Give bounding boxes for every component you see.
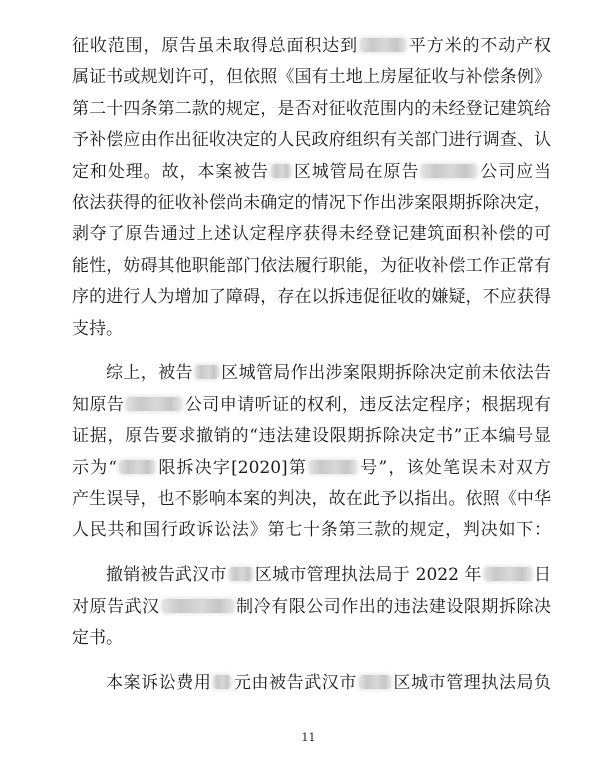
text-segment: 予补偿应由作出征收决定的人民政府组织有关部门进行调查、认 [72,130,551,151]
text-line [72,358,551,389]
text-line [72,592,551,623]
text-segment: 对原告武汉 [72,596,160,617]
text-line [72,94,551,125]
redacted-text [213,675,231,689]
text-segment: 本案诉讼费用 [106,672,212,693]
text-segment: 制冷有限公司作出的违法建设限期拆除决 [235,596,551,617]
text-line [72,251,551,282]
text-segment: 人民共和国行政诉讼法》第七十条第三款的规定，判决如下： [72,520,551,541]
redacted-text [126,397,182,411]
paragraph [72,31,551,345]
text-line [72,31,551,62]
text-segment: 撤销被告武汉市 [106,565,227,586]
text-segment: 剥夺了原告通过上述认定程序获得未经登记建筑面积补偿的可 [72,224,551,245]
text-segment: 区城管局在原告 [293,161,420,182]
redacted-text [162,599,234,613]
text-segment: 定和处理。故，本案被告 [72,161,270,182]
redacted-text [119,460,155,474]
text-segment: 产生误导，也不影响本案的判决，故在此予以指出。依照《中华 [72,488,551,509]
paragraph [72,358,551,546]
redacted-text [421,164,477,178]
text-line [72,668,551,699]
text-segment: 元由被告武汉市 [233,672,357,693]
text-segment: 公司应当 [479,161,551,182]
text-line [72,125,551,156]
text-segment: 定书。 [72,628,123,649]
text-line [72,62,551,93]
text-line [72,282,551,313]
text-segment: 证据，原告要求撤销的“违法建设限期拆除决定书”正本编号显 [72,426,551,447]
redacted-text [229,567,253,581]
text-line [72,314,551,345]
text-segment: 综上，被告 [106,363,193,384]
redacted-text [309,460,357,474]
text-segment: 区城市管理执法局负 [392,672,551,693]
text-line [72,219,551,250]
redacted-text [360,38,406,52]
text-line [72,188,551,219]
redacted-text [484,567,532,581]
text-segment: 号”，该处笔误未对双方 [359,457,551,478]
text-segment: 依法获得的征收补偿尚未确定的情况下作出涉案限期拆除决定， [72,192,551,213]
text-line [72,560,551,591]
text-segment: 平方米的不动产权 [408,36,551,56]
paragraph [72,668,551,699]
text-segment: 示为“ [72,457,118,478]
text-line [72,623,551,654]
text-line [72,157,551,188]
text-line [72,453,551,484]
text-segment: 支持。 [72,318,123,339]
text-segment: 限拆决字[2020]第 [157,457,308,478]
text-segment: 序的进行人为增加了障碍，存在以拆违促征收的嫌疑，不应获得 [72,287,551,308]
paragraph [72,560,551,654]
text-segment: 征收范围，原告虽未取得总面积达到 [72,36,358,56]
text-segment: 区城管局作出涉案限期拆除决定前未依法告 [220,363,551,384]
text-segment: 知原告 [72,394,125,415]
text-line [72,390,551,421]
text-line [72,421,551,452]
redacted-text [359,675,391,689]
text-line [72,484,551,515]
text-segment: 公司申请听证的权利，违反法定程序；根据现有 [184,394,551,415]
text-line [72,515,551,546]
text-segment: 能性，妨碍其他职能部门依法履行职能，为征收补偿工作正常有 [72,255,551,276]
document-body [72,31,551,713]
page-number: 11 [301,731,316,744]
text-segment: 区城市管理执法局于 2022 年 [254,565,482,586]
text-segment: 第二十四条第二款的规定，是否对征收范围内的未经登记建筑给 [72,98,551,119]
text-segment: 属证书或规划许可，但依照《国有土地上房屋征收与补偿条例》 [72,67,551,88]
redacted-text [195,365,219,379]
redacted-text [271,164,291,178]
text-segment: 日 [533,565,551,586]
